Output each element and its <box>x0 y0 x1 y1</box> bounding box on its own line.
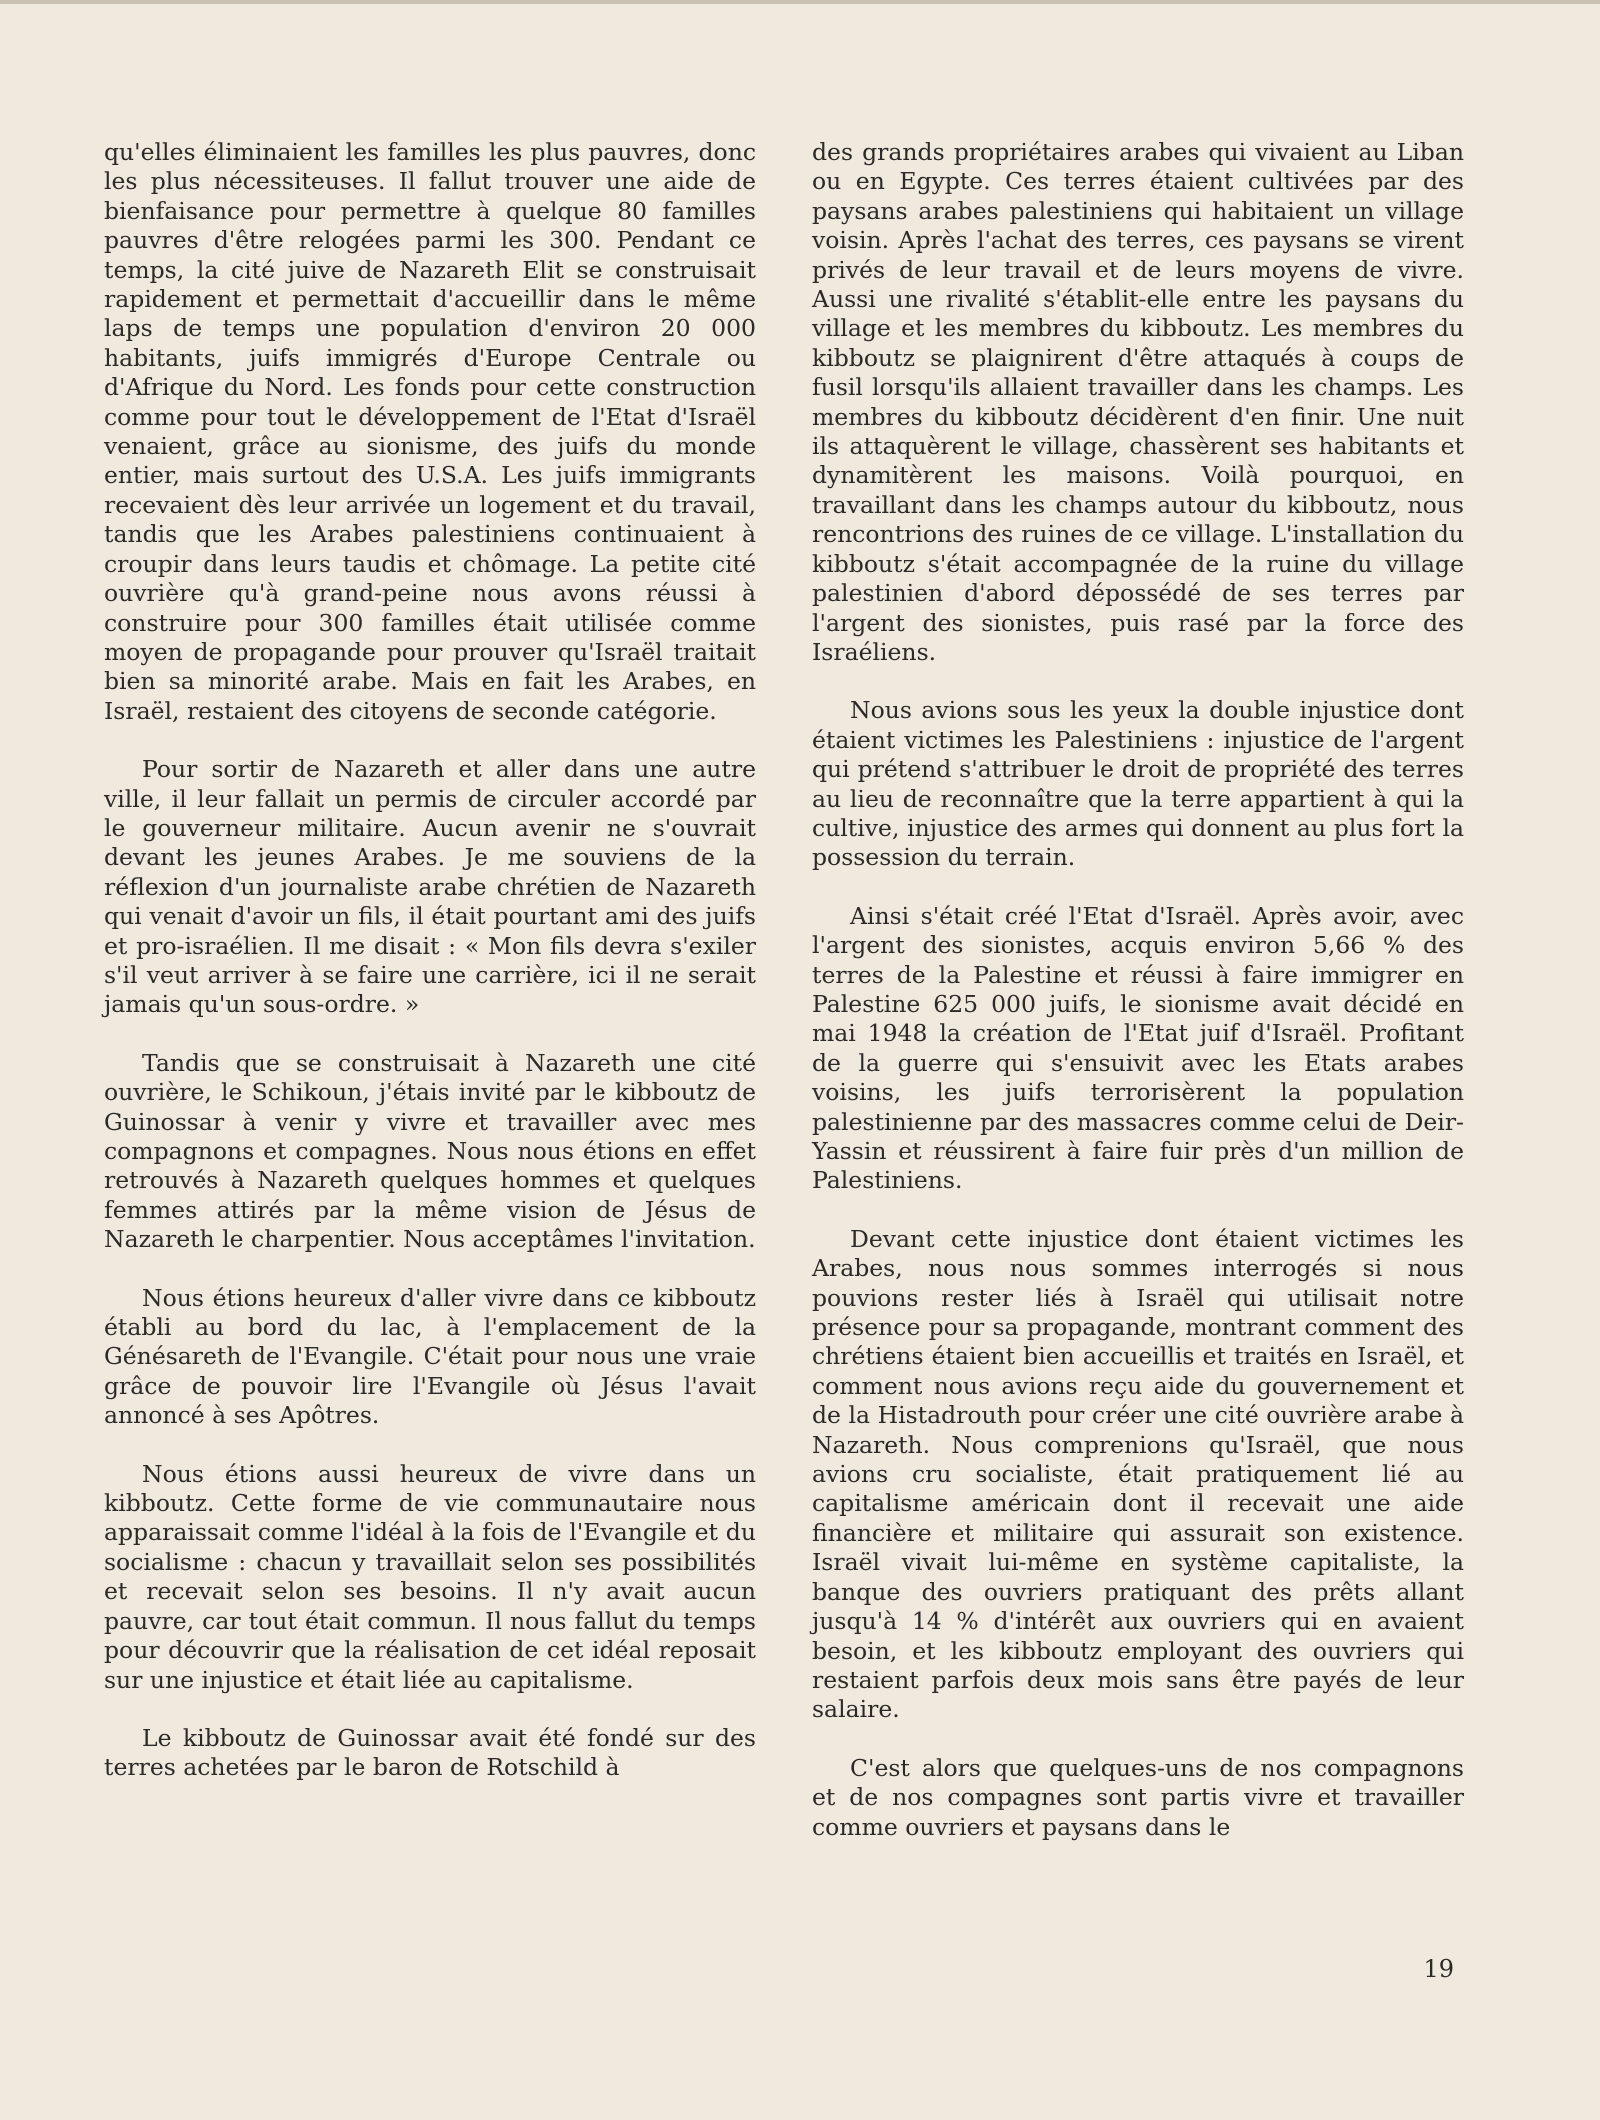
paragraph: Tandis que se construisait à Nazareth une cité ouvrière, le Schikoun, j'étais invité par le kibboutz de Guinossar à venir y vivre et travailler avec mes compagnons et compagnes. Nous nous étions en effet retrouvés à Nazareth quelques hommes et quelques femmes attirés par la même vision de Jésus de Nazareth le charpentier. Nous acceptâmes l'invitation. <box>104 1048 756 1254</box>
paragraph: qu'elles éliminaient les familles les plus pauvres, donc les plus nécessiteuses. Il fallut trouver une aide de bienfaisance pour permettre à quelque 80 familles pauvres d'être relogées parmi les 300. Pendant ce temps, la cité juive de Nazareth Elit se construisait rapidement et permettait d'accueillir dans le même laps de temps une population d'environ 20 000 habitants, juifs immigrés d'Europe Centrale ou d'Afrique du Nord. Les fonds pour cette construction comme pour tout le développement de l'Etat d'Israël venaient, grâce au sionisme, des juifs du monde entier, mais surtout des U.S.A. Les juifs immigrants recevaient dès leur arrivée un logement et du travail, tandis que les Arabes palestiniens continuaient à croupir dans leurs taudis et chômage. La petite cité ouvrière qu'à grand-peine nous avons réussi à construire pour 300 familles était utilisée comme moyen de propagande pour prouver qu'Israël traitait bien sa minorité arabe. Mais en fait les Arabes, en Israël, restaient des citoyens de seconde catégorie. <box>104 138 756 725</box>
left-column <box>104 138 756 1812</box>
page-top-edge <box>0 0 1600 4</box>
paragraph: Nous étions heureux d'aller vivre dans ce kibboutz établi au bord du lac, à l'emplacement de la Génésareth de l'Evangile. C'était pour nous une vraie grâce de pouvoir lire l'Evangile où Jésus l'avait annoncé à ses Apôtres. <box>104 1283 756 1430</box>
paragraph: Pour sortir de Nazareth et aller dans une autre ville, il leur fallait un permis de circuler accordé par le gouverneur militaire. Aucun avenir ne s'ouvrait devant les jeunes Arabes. Je me souviens de la réflexion d'un journaliste arabe chrétien de Nazareth qui venait d'avoir un fils, il était pourtant ami des juifs et pro-israélien. Il me disait : « Mon fils devra s'exiler s'il veut arriver à se faire une carrière, ici il ne serait jamais qu'un sous-ordre. » <box>104 755 756 1019</box>
paragraph: Nous étions aussi heureux de vivre dans un kibboutz. Cette forme de vie communautaire nous apparaissait comme l'idéal à la fois de l'Evangile et du socialisme : chacun y travaillait selon ses possibilités et recevait selon ses besoins. Il n'y avait aucun pauvre, car tout était commun. Il nous fallut du temps pour découvrir que la réalisation de cet idéal reposait sur une injustice et était liée au capitalisme. <box>104 1459 756 1694</box>
paragraph: Devant cette injustice dont étaient victimes les Arabes, nous nous sommes interrogés si nous pouvions rester liés à Israël qui utilisait notre présence pour sa propagande, montrant comment des chrétiens étaient bien accueillis et traités en Israël, et comment nous avions reçu aide du gouvernement et de la Histadrouth pour créer une cité ouvrière arabe à Nazareth. Nous comprenions qu'Israël, que nous avions cru socialiste, était pratiquement lié au capitalisme américain dont il recevait une aide financière et militaire qui assurait son existence. Israël vivait lui-même en système capitaliste, la banque des ouvriers pratiquant des prêts allant jusqu'à 14 % d'intérêt aux ouvriers qui en avaient besoin, et les kibboutz employant des ouvriers qui restaient parfois deux mois sans être payés de leur salaire. <box>812 1224 1464 1724</box>
paragraph: Ainsi s'était créé l'Etat d'Israël. Après avoir, avec l'argent des sionistes, acquis environ 5,66 % des terres de la Palestine et réussi à faire immigrer en Palestine 625 000 juifs, le sionisme avait décidé en mai 1948 la création de l'Etat juif d'Israël. Profitant de la guerre qui s'ensuivit avec les Etats arabes voisins, les juifs terrorisèrent la population palestinienne par des massacres comme celui de Deir-Yassin et réussirent à faire fuir près d'un million de Palestiniens. <box>812 901 1464 1195</box>
right-column <box>812 138 1464 1871</box>
paragraph: Le kibboutz de Guinossar avait été fondé sur des terres achetées par le baron de Rotschild à <box>104 1723 756 1782</box>
paragraph: Nous avions sous les yeux la double injustice dont étaient victimes les Palestiniens : injustice de l'argent qui prétend s'attribuer le droit de propriété des terres au lieu de reconnaître que la terre appartient à qui la cultive, injustice des armes qui donnent au plus fort la possession du terrain. <box>812 696 1464 872</box>
paragraph: C'est alors que quelques-uns de nos compagnons et de nos compagnes sont partis vivre et travailler comme ouvriers et paysans dans le <box>812 1753 1464 1841</box>
paragraph: des grands propriétaires arabes qui vivaient au Liban ou en Egypte. Ces terres étaient cultivées par des paysans arabes palestiniens qui habitaient un village voisin. Après l'achat des terres, ces paysans se virent privés de leur travail et de leurs moyens de vivre. Aussi une rivalité s'établit-elle entre les paysans du village et les membres du kibboutz. Les membres du kibboutz se plaignirent d'être attaqués à coups de fusil lorsqu'ils allaient travailler dans les champs. Les membres du kibboutz décidèrent d'en finir. Une nuit ils attaquèrent le village, chassèrent ses habitants et dynamitèrent les maisons. Voilà pourquoi, en travaillant dans les champs autour du kibboutz, nous rencontrions des ruines de ce village. L'installation du kibboutz s'était accompagnée de la ruine du village palestinien d'abord dépossédé de ses terres par l'argent des sionistes, puis rasé par la force des Israéliens. <box>812 138 1464 666</box>
page-number: 19 <box>1423 1955 1454 1983</box>
